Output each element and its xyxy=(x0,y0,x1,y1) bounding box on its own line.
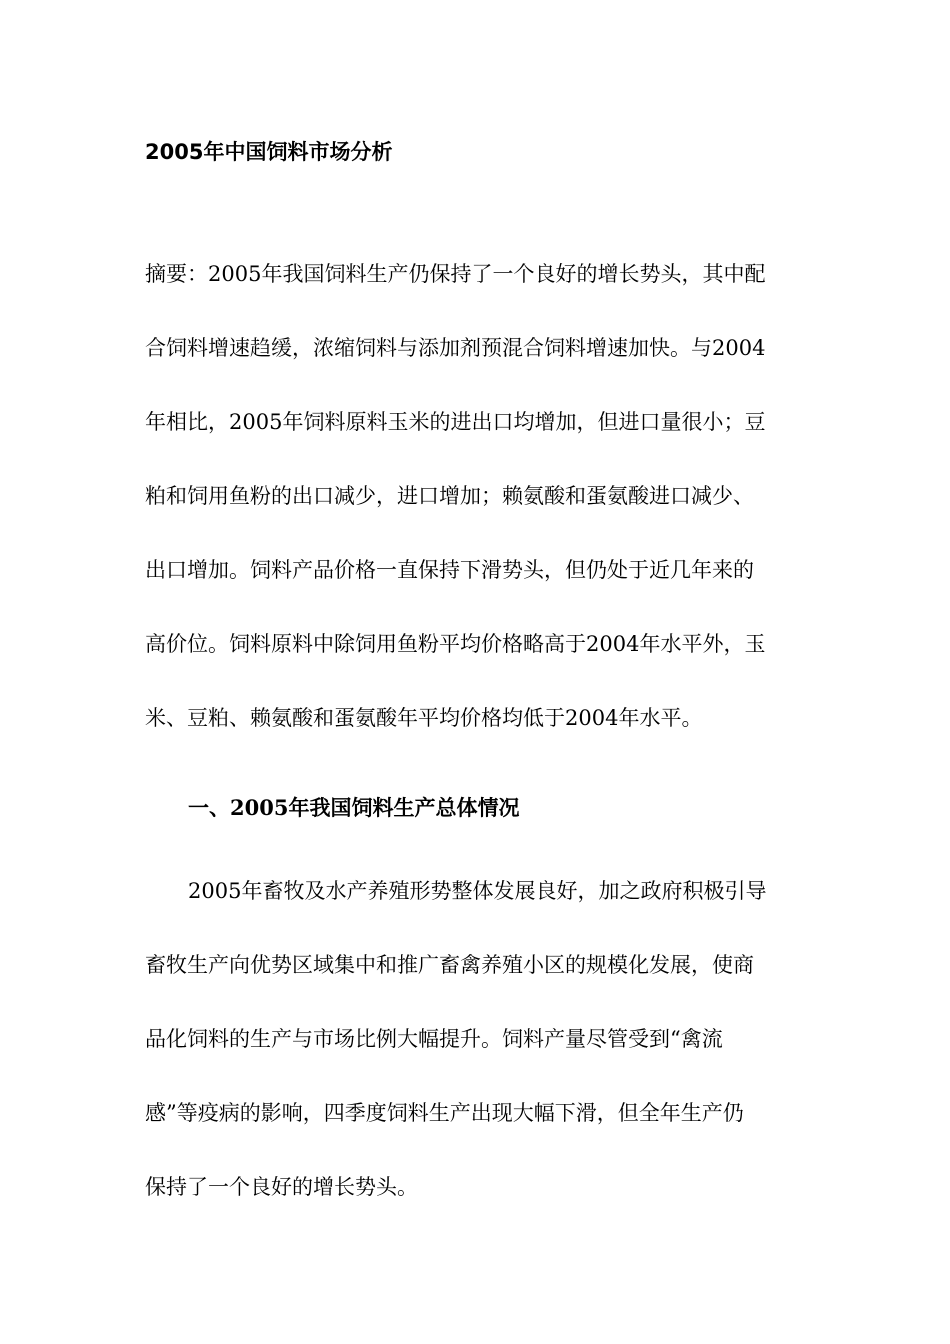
abstract-line: 高价位。饲料原料中除饲用鱼粉平均价格略高于2004年水平外，玉 xyxy=(145,632,766,656)
abstract-line: 摘要：2005年我国饲料生产仍保持了一个良好的增长势头，其中配 xyxy=(145,262,766,286)
abstract-line: 年相比，2005年饲料原料玉米的进出口均增加，但进口量很小；豆 xyxy=(145,410,766,434)
abstract-line: 米、豆粕、赖氨酸和蛋氨酸年平均价格均低于2004年水平。 xyxy=(145,706,703,730)
abstract-line: 出口增加。饲料产品价格一直保持下滑势头，但仍处于近几年来的 xyxy=(145,558,754,582)
section-heading: 一、2005年我国饲料生产总体情况 xyxy=(188,795,520,820)
abstract-line: 粕和饲用鱼粉的出口减少，进口增加；赖氨酸和蛋氨酸进口减少、 xyxy=(145,484,754,508)
document-title: 2005年中国饲料市场分析 xyxy=(145,140,393,164)
body-line: 畜牧生产向优势区域集中和推广畜禽养殖小区的规模化发展，使商 xyxy=(145,953,754,977)
abstract-line: 合饲料增速趋缓，浓缩饲料与添加剂预混合饲料增速加快。与2004 xyxy=(145,336,766,360)
body-line: 品化饲料的生产与市场比例大幅提升。饲料产量尽管受到“禽流 xyxy=(145,1027,723,1051)
section1-paragraph xyxy=(145,854,805,1224)
abstract-paragraph xyxy=(145,237,805,755)
body-line: 感”等疫病的影响，四季度饲料生产出现大幅下滑，但全年生产仍 xyxy=(145,1101,744,1125)
body-line: 保持了一个良好的增长势头。 xyxy=(145,1175,418,1199)
body-line: 2005年畜牧及水产养殖形势整体发展良好，加之政府积极引导 xyxy=(188,879,767,903)
